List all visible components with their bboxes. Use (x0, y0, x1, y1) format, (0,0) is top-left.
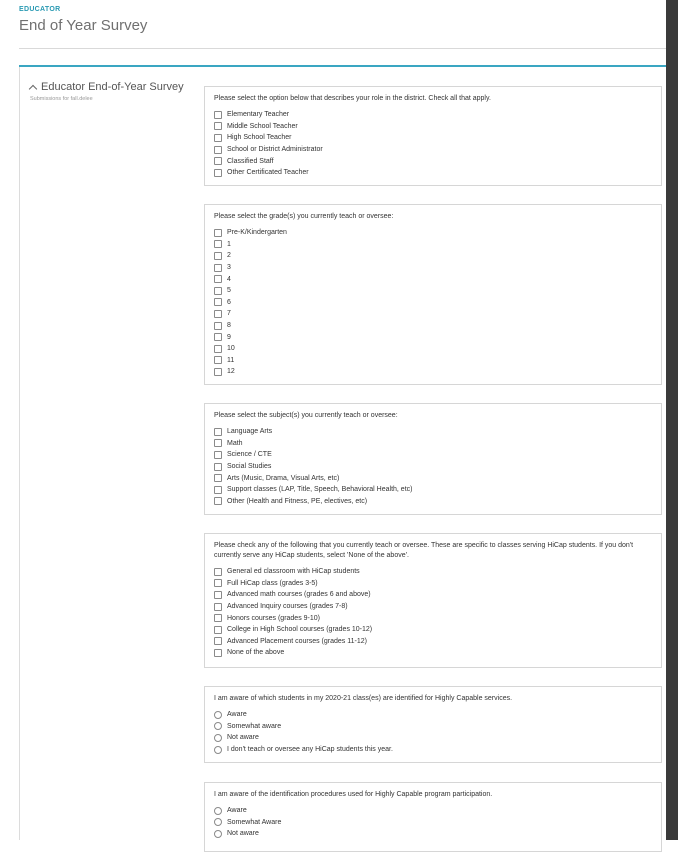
option-label: Aware (227, 711, 247, 719)
checkbox-option[interactable] (214, 484, 652, 496)
option-label: Classified Staff (227, 157, 274, 165)
checkbox-option[interactable] (214, 647, 652, 659)
checkbox[interactable] (214, 368, 222, 376)
option-label: Middle School Teacher (227, 122, 298, 130)
checkbox-option[interactable] (214, 144, 652, 156)
checkbox-option[interactable] (214, 273, 652, 285)
checkbox[interactable] (214, 486, 222, 494)
radio-button[interactable] (214, 807, 222, 815)
option-label: Other Certificated Teacher (227, 169, 309, 177)
checkbox[interactable] (214, 111, 222, 119)
option-label: Advanced math courses (grades 6 and above) (227, 591, 371, 599)
option-label: 12 (227, 368, 235, 376)
checkbox-option[interactable] (214, 472, 652, 484)
option-label: Language Arts (227, 428, 273, 436)
checkbox-option[interactable] (214, 426, 652, 438)
window-edge (666, 0, 678, 840)
page-header (19, 6, 147, 34)
checkbox[interactable] (214, 252, 222, 260)
checkbox-option[interactable] (214, 566, 652, 578)
checkbox[interactable] (214, 428, 222, 436)
question-text: I am aware of the identification procedures used for Highly Capable program participation. (214, 791, 493, 798)
option-label: 4 (227, 275, 231, 283)
option-label: 7 (227, 310, 231, 318)
checkbox[interactable] (214, 122, 222, 130)
option-label: I don't teach or oversee any HiCap students this year. (227, 746, 393, 754)
radio-button[interactable] (214, 734, 222, 742)
radio-option[interactable] (214, 828, 652, 840)
checkbox[interactable] (214, 451, 222, 459)
checkbox-option[interactable] (214, 589, 652, 601)
checkbox-option[interactable] (214, 121, 652, 133)
radio-button[interactable] (214, 722, 222, 730)
checkbox-option[interactable] (214, 262, 652, 274)
option-label: High School Teacher (227, 134, 292, 142)
checkbox-option[interactable] (214, 601, 652, 613)
checkbox[interactable] (214, 229, 222, 237)
checkbox-option[interactable] (214, 331, 652, 343)
question-text: Please select the option below that describes your role in the district. Check all that apply. (214, 95, 491, 102)
checkbox-option[interactable] (214, 343, 652, 355)
option-label: Full HiCap class (grades 3-5) (227, 579, 318, 587)
question-card (204, 533, 662, 668)
option-label: Advanced Inquiry courses (grades 7-8) (227, 603, 348, 611)
checkbox[interactable] (214, 579, 222, 587)
checkbox[interactable] (214, 157, 222, 165)
page-title: End of Year Survey (19, 17, 148, 34)
question-text: Please select the subject(s) you currently teach or oversee: (214, 412, 398, 419)
checkbox[interactable] (214, 322, 222, 330)
option-label: Not aware (227, 830, 259, 838)
question-card (204, 403, 662, 515)
checkbox[interactable] (214, 439, 222, 447)
option-label: 6 (227, 298, 231, 306)
checkbox-option[interactable] (214, 449, 652, 461)
option-label: 1 (227, 240, 231, 248)
checkbox-option[interactable] (214, 155, 652, 167)
checkbox[interactable] (214, 310, 222, 318)
checkbox[interactable] (214, 356, 222, 364)
option-label: Somewhat Aware (227, 818, 282, 826)
option-label: 9 (227, 333, 231, 341)
option-label: Arts (Music, Drama, Visual Arts, etc) (227, 474, 340, 482)
option-label: Math (227, 439, 243, 447)
checkbox[interactable] (214, 591, 222, 599)
checkbox[interactable] (214, 134, 222, 142)
option-label: Other (Health and Fitness, PE, electives, etc) (227, 497, 368, 505)
question-text: Please select the grade(s) you currently teach or oversee: (214, 213, 394, 220)
checkbox[interactable] (214, 169, 222, 177)
option-label: Somewhat aware (227, 722, 282, 730)
radio-option[interactable] (214, 732, 652, 744)
header-divider (19, 48, 678, 49)
checkbox[interactable] (214, 240, 222, 248)
option-label: General ed classroom with HiCap students (227, 568, 360, 576)
checkbox[interactable] (214, 637, 222, 645)
radio-button[interactable] (214, 830, 222, 838)
option-label: Support classes (LAP, Title, Speech, Behavioral Health, etc) (227, 486, 413, 494)
question-card (204, 204, 662, 385)
radio-button[interactable] (214, 746, 222, 754)
checkbox-option[interactable] (214, 308, 652, 320)
checkbox-option[interactable] (214, 320, 652, 332)
checkbox-option[interactable] (214, 496, 652, 508)
radio-option[interactable] (214, 744, 652, 756)
survey-title: Educator End-of-Year Survey (41, 81, 184, 93)
checkbox[interactable] (214, 568, 222, 576)
checkbox-option[interactable] (214, 250, 652, 262)
survey-header (30, 81, 184, 102)
checkbox-option[interactable] (214, 578, 652, 590)
checkbox[interactable] (214, 333, 222, 341)
left-rail (19, 67, 20, 840)
checkbox[interactable] (214, 497, 222, 505)
checkbox-option[interactable] (214, 109, 652, 121)
option-label: School or District Administrator (227, 146, 323, 154)
radio-option[interactable] (214, 805, 652, 817)
radio-button[interactable] (214, 818, 222, 826)
checkbox[interactable] (214, 298, 222, 306)
checkbox-option[interactable] (214, 132, 652, 144)
checkbox-option[interactable] (214, 624, 652, 636)
checkbox-option[interactable] (214, 461, 652, 473)
checkbox[interactable] (214, 626, 222, 634)
checkbox-option[interactable] (214, 438, 652, 450)
option-label: College in High School courses (grades 10-12) (227, 626, 373, 634)
question-card (204, 782, 662, 852)
option-label: None of the above (227, 649, 285, 657)
checkbox[interactable] (214, 287, 222, 295)
option-label: 5 (227, 287, 231, 295)
checkbox[interactable] (214, 345, 222, 353)
option-label: Pre-K/Kindergarten (227, 229, 287, 237)
radio-button[interactable] (214, 711, 222, 719)
accent-divider (19, 65, 678, 67)
checkbox[interactable] (214, 146, 222, 154)
question-text: Please check any of the following that you currently teach or oversee. These are specific to classes serving HiCap students. If you don't currently serve any HiCap students, select 'None of the above'. (214, 542, 634, 559)
checkbox-option[interactable] (214, 366, 652, 378)
question-text: I am aware of which students in my 2020-21 class(es) are identified for Highly Capable services. (214, 695, 513, 702)
checkbox[interactable] (214, 649, 222, 657)
option-label: Honors courses (grades 9-10) (227, 614, 320, 622)
checkbox[interactable] (214, 275, 222, 283)
checkbox[interactable] (214, 463, 222, 471)
checkbox-option[interactable] (214, 636, 652, 648)
section-eyebrow: EDUCATOR (19, 6, 61, 13)
option-label: Advanced Placement courses (grades 11-12) (227, 637, 367, 645)
checkbox-option[interactable] (214, 612, 652, 624)
checkbox-option[interactable] (214, 167, 652, 179)
checkbox-option[interactable] (214, 297, 652, 309)
survey-subtitle: Submissions for fall.delee (30, 96, 93, 102)
checkbox[interactable] (214, 264, 222, 272)
option-label: 10 (227, 345, 235, 353)
option-label: 8 (227, 322, 231, 330)
checkbox-option[interactable] (214, 239, 652, 251)
survey-toggle[interactable] (30, 81, 184, 93)
question-card (204, 86, 662, 186)
checkbox[interactable] (214, 603, 222, 611)
checkbox-option[interactable] (214, 227, 652, 239)
chevron-up-icon[interactable] (29, 84, 37, 92)
question-card (204, 686, 662, 763)
option-label: 2 (227, 252, 231, 260)
option-label: 11 (227, 356, 235, 364)
checkbox-option[interactable] (214, 285, 652, 297)
option-label: 3 (227, 264, 231, 272)
option-label: Science / CTE (227, 451, 272, 459)
option-label: Aware (227, 807, 247, 815)
option-label: Social Studies (227, 463, 272, 471)
option-label: Not aware (227, 734, 259, 742)
option-label: Elementary Teacher (227, 111, 290, 119)
checkbox[interactable] (214, 614, 222, 622)
checkbox[interactable] (214, 474, 222, 482)
radio-option[interactable] (214, 721, 652, 733)
radio-option[interactable] (214, 709, 652, 721)
radio-option[interactable] (214, 817, 652, 829)
checkbox-option[interactable] (214, 355, 652, 367)
